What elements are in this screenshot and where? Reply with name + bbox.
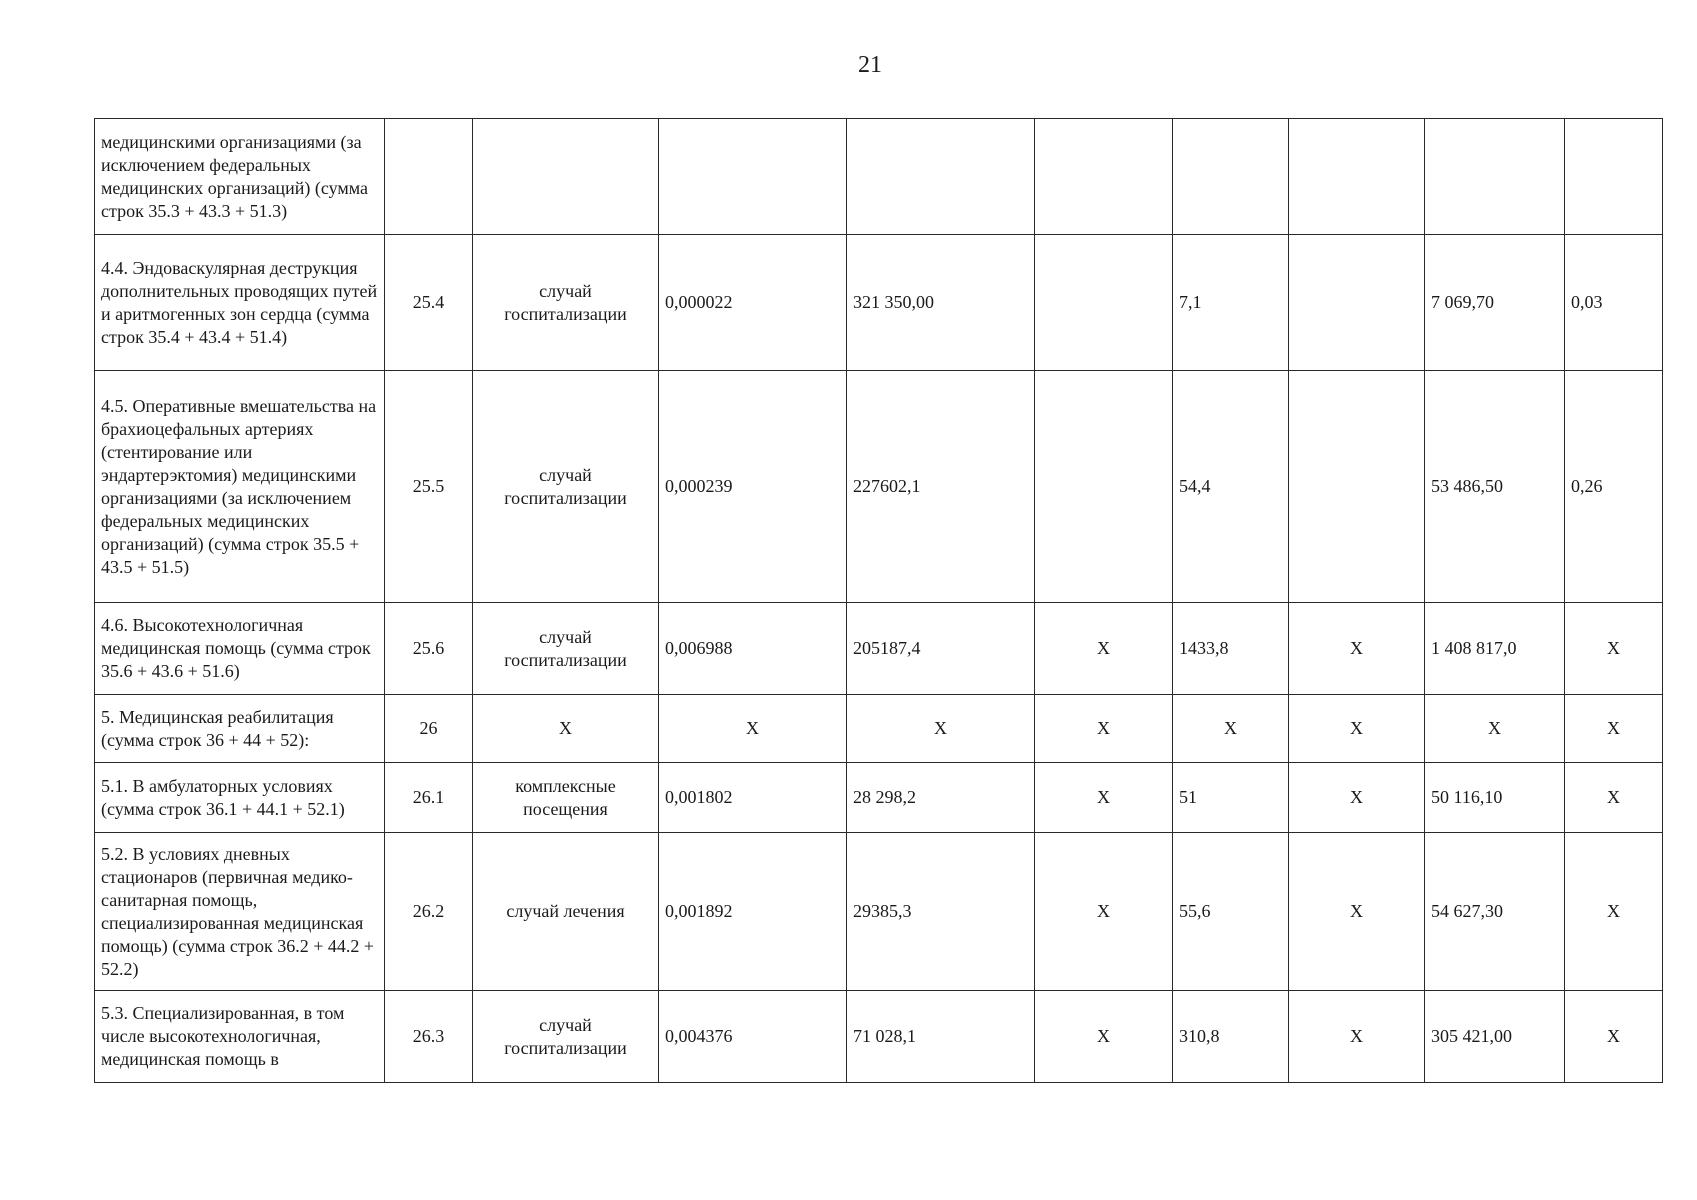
- row-code-cell: 25.5: [385, 371, 473, 603]
- row-volume-cell: 0,006988: [659, 603, 847, 695]
- row-volume-cell: 0,000239: [659, 371, 847, 603]
- row-col7-cell: 310,8: [1173, 991, 1289, 1083]
- row-col9-cell: X: [1425, 695, 1565, 763]
- row-name-cell: медицинскими организациями (за исключением федеральных медицинских организаций) (сумма строк 35.3 + 43.3 + 51.3): [95, 119, 385, 235]
- page-number: 21: [858, 52, 882, 78]
- row-volume-cell: 0,001802: [659, 763, 847, 833]
- row-unit-cell: случай госпитализации: [473, 235, 659, 371]
- row-col10-cell: X: [1565, 991, 1663, 1083]
- table-row: [95, 695, 1663, 763]
- row-col7-cell: 54,4: [1173, 371, 1289, 603]
- row-col6-cell: [1035, 371, 1173, 603]
- row-unit-cell: [473, 119, 659, 235]
- row-col6-cell: [1035, 119, 1173, 235]
- row-col7-cell: 51: [1173, 763, 1289, 833]
- row-col7-cell: [1173, 119, 1289, 235]
- row-col8-cell: X: [1289, 603, 1425, 695]
- row-cost-cell: 28 298,2: [847, 763, 1035, 833]
- row-cost-cell: 71 028,1: [847, 991, 1035, 1083]
- row-code-cell: 26: [385, 695, 473, 763]
- row-col6-cell: X: [1035, 763, 1173, 833]
- row-code-cell: 26.3: [385, 991, 473, 1083]
- row-name-cell: 4.4. Эндоваскулярная деструкция дополнительных проводящих путей и аритмогенных зон сердца (сумма строк 35.4 + 43.4 + 51.4): [95, 235, 385, 371]
- table-row: [95, 833, 1663, 991]
- row-col10-cell: X: [1565, 763, 1663, 833]
- table-row: [95, 119, 1663, 235]
- row-code-cell: 25.6: [385, 603, 473, 695]
- row-col8-cell: X: [1289, 833, 1425, 991]
- row-name-cell: 4.6. Высокотехнологичная медицинская помощь (сумма строк 35.6 + 43.6 + 51.6): [95, 603, 385, 695]
- row-col8-cell: X: [1289, 991, 1425, 1083]
- row-cost-cell: 205187,4: [847, 603, 1035, 695]
- row-unit-cell: X: [473, 695, 659, 763]
- row-col8-cell: [1289, 235, 1425, 371]
- row-cost-cell: 29385,3: [847, 833, 1035, 991]
- row-volume-cell: [659, 119, 847, 235]
- row-col6-cell: X: [1035, 833, 1173, 991]
- row-col10-cell: 0,03: [1565, 235, 1663, 371]
- row-col6-cell: X: [1035, 991, 1173, 1083]
- row-col6-cell: [1035, 235, 1173, 371]
- row-col9-cell: [1425, 119, 1565, 235]
- row-col9-cell: 53 486,50: [1425, 371, 1565, 603]
- row-col6-cell: X: [1035, 603, 1173, 695]
- row-unit-cell: случай госпитализации: [473, 603, 659, 695]
- row-name-cell: 5. Медицинская реабилитация (сумма строк 36 + 44 + 52):: [95, 695, 385, 763]
- table-row: [95, 371, 1663, 603]
- row-col6-cell: X: [1035, 695, 1173, 763]
- row-cost-cell: 227602,1: [847, 371, 1035, 603]
- table-row: [95, 235, 1663, 371]
- row-col9-cell: 305 421,00: [1425, 991, 1565, 1083]
- row-code-cell: 26.2: [385, 833, 473, 991]
- row-col9-cell: 50 116,10: [1425, 763, 1565, 833]
- row-col10-cell: X: [1565, 695, 1663, 763]
- row-col7-cell: 7,1: [1173, 235, 1289, 371]
- row-cost-cell: [847, 119, 1035, 235]
- row-name-cell: 5.2. В условиях дневных стационаров (первичная медико-санитарная помощь, специализированная медицинская помощь) (сумма строк 36.2 + 44.2 + 52.2): [95, 833, 385, 991]
- row-unit-cell: случай госпитализации: [473, 991, 659, 1083]
- row-code-cell: [385, 119, 473, 235]
- row-col8-cell: X: [1289, 695, 1425, 763]
- row-cost-cell: X: [847, 695, 1035, 763]
- row-col9-cell: 7 069,70: [1425, 235, 1565, 371]
- row-unit-cell: случай лечения: [473, 833, 659, 991]
- row-col8-cell: X: [1289, 763, 1425, 833]
- row-name-cell: 5.1. В амбулаторных условиях (сумма строк 36.1 + 44.1 + 52.1): [95, 763, 385, 833]
- data-table: [94, 118, 1663, 1083]
- row-unit-cell: случай госпитализации: [473, 371, 659, 603]
- row-col9-cell: 54 627,30: [1425, 833, 1565, 991]
- row-cost-cell: 321 350,00: [847, 235, 1035, 371]
- row-volume-cell: 0,000022: [659, 235, 847, 371]
- row-code-cell: 26.1: [385, 763, 473, 833]
- row-volume-cell: 0,001892: [659, 833, 847, 991]
- table-row: [95, 991, 1663, 1083]
- row-col10-cell: [1565, 119, 1663, 235]
- row-name-cell: 5.3. Специализированная, в том числе высокотехнологичная, медицинская помощь в: [95, 991, 385, 1083]
- row-col7-cell: 1433,8: [1173, 603, 1289, 695]
- table-row: [95, 763, 1663, 833]
- row-col10-cell: X: [1565, 833, 1663, 991]
- row-col10-cell: 0,26: [1565, 371, 1663, 603]
- row-col8-cell: [1289, 371, 1425, 603]
- row-unit-cell: комплексные посещения: [473, 763, 659, 833]
- row-col7-cell: X: [1173, 695, 1289, 763]
- table-row: [95, 603, 1663, 695]
- row-volume-cell: 0,004376: [659, 991, 847, 1083]
- row-col10-cell: X: [1565, 603, 1663, 695]
- row-name-cell: 4.5. Оперативные вмешательства на брахиоцефальных артериях (стентирование или эндартерэктомия) медицинскими организациями (за исключением федеральных медицинских организаций) (сумма строк 35.5 + 43.5 + 51.5): [95, 371, 385, 603]
- row-col8-cell: [1289, 119, 1425, 235]
- row-volume-cell: X: [659, 695, 847, 763]
- row-col9-cell: 1 408 817,0: [1425, 603, 1565, 695]
- row-col7-cell: 55,6: [1173, 833, 1289, 991]
- row-code-cell: 25.4: [385, 235, 473, 371]
